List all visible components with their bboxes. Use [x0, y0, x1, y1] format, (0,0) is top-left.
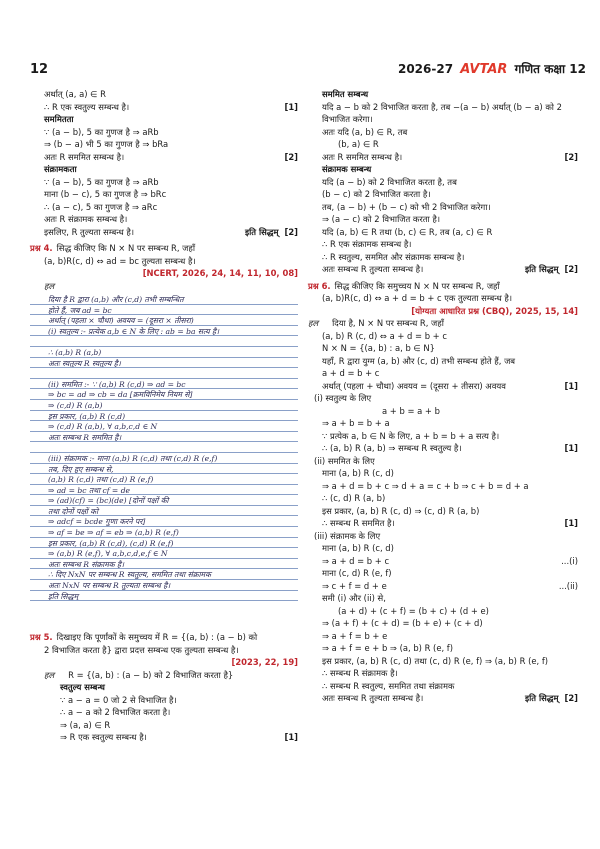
handwritten-line: ⇒ adcf = bcde गुणा करने पर]	[30, 516, 298, 527]
text-line: (b, a) ∈ R	[338, 139, 379, 149]
handwritten-solution	[30, 294, 298, 627]
handwritten-line	[30, 442, 298, 453]
text-line: ∴ R एक संक्रामक सम्बन्ध है।	[322, 239, 412, 249]
text-line: ⇒ a + b = b + a	[322, 418, 390, 428]
text-line: हल R = {(a, b) : (a − b) को 2 विभाजित करता है}	[44, 669, 234, 680]
text-line: N × N = {(a, b) : a, b ∈ N}	[322, 343, 435, 353]
handwritten-line: (ii) सममित :- ∵ (a,b) R (c,d) ⇒ ad = bc	[30, 379, 298, 390]
text-line: अर्थात् (पहला + चौथा) अवयव = (दूसरा + तीसरा) अवयव [1]	[322, 380, 578, 391]
question-reference: [योग्यता आधारित प्रश्न (CBQ), 2025, 15, 14]	[411, 305, 578, 316]
question-condition: (a, b)R(c, d) ⇔ a + d = b + c एक तुल्यता सम्बन्ध है।	[322, 293, 513, 303]
handwritten-line: इति सिद्धम्	[30, 591, 298, 602]
text-line: माना (c, d) R (e, f)	[322, 568, 392, 578]
header-year: 2026-27	[397, 62, 454, 76]
text-line: माना (a, b) R (c, d)	[322, 543, 394, 553]
handwritten-line: ⇒ (ad)(cf) = (bc)(de) [दोनों पक्षों की	[30, 495, 298, 506]
handwritten-line: इस प्रकार, (a,b) R (c,d), (c,d) R (e,f)	[30, 538, 298, 549]
text-line: (a + d) + (c + f) = (b + c) + (d + e)	[338, 605, 489, 616]
text-line: ∵ प्रत्येक a, b ∈ N के लिए, a + b = b + a सत्य है।	[322, 430, 500, 441]
text-line: ∴ सम्बन्ध R सममित है। [1]	[322, 518, 578, 528]
handwritten-line: (iii) संक्रामक :- माना (a,b) R (c,d) तथा (c,d) R (e,f)	[30, 453, 298, 464]
marks: [2]	[284, 151, 298, 162]
handwritten-line: अतः सम्बन्ध R सममित है।	[30, 432, 298, 443]
text-line: विभाजित करेगा।	[322, 114, 373, 124]
text-line: ∴ सम्बन्ध R संक्रामक है।	[322, 668, 398, 678]
handwritten-line: इस प्रकार, (a,b) R (c,d)	[30, 411, 298, 422]
text-line: ∴ (a − c), 5 का गुणज है ⇒ aRc	[44, 201, 158, 212]
text-line: ∴ सम्बन्ध R स्वतुल्य, सममित तथा संक्रामक	[322, 680, 455, 691]
text-line: ∴ R एक स्वतुल्य सम्बन्ध है। [1]	[44, 101, 298, 112]
text-line: ⇒ (a, a) ∈ R	[60, 719, 111, 730]
left-column	[30, 88, 298, 744]
text-line: ∴ R स्वतुल्य, सममित और संक्रामक सम्बन्ध है।	[322, 251, 465, 262]
marks: [2]	[564, 151, 578, 162]
handwritten-line: अतः NxN पर सम्बन्ध R तुल्यता सम्बन्ध है।	[30, 580, 298, 591]
text-line: हल दिया है, N × N पर सम्बन्ध R, जहाँ	[308, 318, 444, 328]
subheading: सममितता	[44, 114, 74, 124]
text-line: यहाँ, R द्वारा युग्म (a, b) और (c, d) तभी सम्बन्ध होते हैं, जब	[322, 355, 516, 366]
right-column	[308, 88, 578, 705]
brand-logo: AVTAR	[460, 62, 508, 77]
handwritten-line: (a,b) R (c,d) तथा (c,d) R (e,f)	[30, 474, 298, 485]
text-line: ⇒ (b − a) भी 5 का गुणज है ⇒ bRa	[44, 139, 169, 149]
text-line: 2 विभाजित करता है} द्वारा प्रदत्त सम्बन्ध एक तुल्यता सम्बन्ध है।	[44, 644, 239, 655]
question-4: प्रश्न 4. सिद्ध कीजिए कि N × N पर सम्बन्ध R, जहाँ	[30, 243, 196, 253]
marks: [1]	[564, 518, 578, 528]
subheading: संक्रामक सम्बन्ध	[322, 164, 372, 174]
running-header	[398, 60, 586, 77]
text-line: ∵ a − a = 0 जो 2 से विभाजित है।	[60, 694, 177, 705]
handwritten-line: ⇒ ad = bc तथा cf = de	[30, 485, 298, 496]
handwritten-line: अतः स्वतुल्य R स्वतुल्य है।	[30, 358, 298, 369]
handwritten-line: ⇒ (c,d) R (a,b)	[30, 400, 298, 411]
subheading: सममित सम्बन्ध	[322, 89, 369, 99]
subheading: (ii) सममित के लिए	[314, 455, 375, 466]
text-line: ∴ a − a को 2 विभाजित करता है।	[60, 707, 171, 717]
handwritten-line: होते हैं, जब ad = bc	[30, 305, 298, 316]
text-line: यदि a − b को 2 विभाजित करता है, तब −(a − b) अर्थात् (b − a) को 2	[322, 101, 562, 112]
handwritten-line: ⇒ af = be ⇒ af = eb ⇒ (a,b) R (e,f)	[30, 527, 298, 538]
question-condition: (a, b)R(c, d) ⇔ ad = bc तुल्यता सम्बन्ध है।	[44, 255, 196, 266]
subheading: (i) स्वतुल्य के लिए	[314, 393, 372, 403]
handwritten-line: अतः सम्बन्ध R संक्रामक है।	[30, 559, 298, 570]
subheading: स्वतुल्य सम्बन्ध	[60, 682, 105, 692]
text-line: a + b = a + b	[382, 405, 440, 416]
text-line: ∴ (a, b) R (a, b) ⇒ सम्बन्ध R स्वतुल्य है। [1]	[322, 443, 578, 453]
handwritten-line: दिया है R द्वारा (a,b) और (c,d) तभी सम्बन्धित	[30, 294, 298, 305]
text-line: ⇒ c + f = d + e ...(ii)	[322, 580, 578, 591]
question-6: प्रश्न 6. सिद्ध कीजिए कि समुच्चय N × N पर सम्बन्ध R, जहाँ	[308, 280, 500, 291]
marks: [1]	[564, 443, 578, 453]
text-line: तब, (a − b) + (b − c) को भी 2 विभाजित करेगा।	[322, 201, 491, 212]
text-line: अतः सम्बन्ध R तुल्यता सम्बन्ध है। इति सिद्धम् [2]	[322, 264, 578, 274]
question-reference: [2023, 22, 19]	[231, 657, 298, 667]
text-line: इसलिए, R तुल्यता सम्बन्ध है। इति सिद्धम् [2]	[44, 226, 298, 237]
question-5: प्रश्न 5. दिखाइए कि पूर्णांकों के समुच्चय में R = {(a, b) : (a − b) को	[30, 632, 258, 642]
text-line: ⇒ a + d = b + c ...(i)	[322, 555, 578, 566]
header-subject: गणित	[514, 62, 540, 76]
subheading: संक्रामकता	[44, 164, 77, 174]
text-line: अतः सम्बन्ध R तुल्यता सम्बन्ध है। इति सिद्धम् [2]	[322, 693, 578, 703]
solution-label: हल	[44, 280, 55, 291]
text-line: माना (a, b) R (c, d)	[322, 468, 394, 478]
text-line: अर्थात् (a, a) ∈ R	[44, 89, 106, 99]
text-line: इस प्रकार, (a, b) R (c, d) ⇒ (c, d) R (a, b)	[322, 505, 480, 516]
text-line: अतः R संक्रामक सम्बन्ध है।	[44, 214, 128, 224]
handwritten-line: ⇒ bc = ad ⇒ cb = da [क्रमविनिमेय नियम से]	[30, 389, 298, 400]
text-line: (a, b) R (c, d) ⇔ a + d = b + c	[322, 330, 447, 341]
marks: [1]	[564, 380, 578, 391]
text-line: a + d = b + c	[322, 368, 380, 378]
text-line: ⇒ (a + f) + (c + d) = (b + e) + (c + d)	[322, 618, 483, 628]
text-line: ⇒ a + f = b + e	[322, 630, 388, 641]
text-line: ∵ (a − b), 5 का गुणज है ⇒ aRb	[44, 126, 159, 137]
text-line: अतः R सममित सम्बन्ध है। [2]	[44, 151, 298, 162]
text-line: ⇒ a + d = b + c ⇒ d + a = c + b ⇒ c + b = d + a	[322, 480, 529, 491]
text-line: ⇒ a + f = e + b ⇒ (a, b) R (e, f)	[322, 643, 454, 653]
text-line: यदि (a − b) को 2 विभाजित करता है, तब	[322, 176, 457, 187]
subheading: (iii) संक्रामक के लिए	[314, 530, 381, 541]
handwritten-line: ∴ दिए NxN पर सम्बन्ध R स्वतुल्य, सममित तथा संक्रामक	[30, 569, 298, 580]
text-line: इस प्रकार, (a, b) R (c, d) तथा (c, d) R (e, f) ⇒ (a, b) R (e, f)	[322, 655, 549, 666]
text-line: माना (b − c), 5 का गुणज है ⇒ bRc	[44, 189, 167, 199]
handwritten-line: तब, दिए हुए सम्बन्ध से,	[30, 464, 298, 475]
handwritten-line: अर्थात् (पहला × चौथा) अवयव = (दूसरा × तीसरा)	[30, 315, 298, 326]
handwritten-line: ∴ (a,b) R (a,b)	[30, 347, 298, 358]
text-line: ⇒ (a − c) को 2 विभाजित करता है।	[322, 214, 440, 224]
marks: [1]	[284, 101, 298, 112]
text-line: अतः R सममित सम्बन्ध है। [2]	[322, 151, 578, 162]
handwritten-line	[30, 368, 298, 379]
text-line: अतः यदि (a, b) ∈ R, तब	[322, 126, 408, 137]
marks: [1]	[284, 732, 298, 742]
text-line: समी (i) और (ii) से,	[322, 593, 386, 603]
text-line: ∵ (a − b), 5 का गुणज है ⇒ aRb	[44, 176, 159, 187]
handwritten-line: (i) स्वतुल्य :- प्रत्येक a,b ∈ N के लिए : ab = ba सत्य है।	[30, 326, 298, 337]
handwritten-line: ⇒ (c,d) R (a,b), ∀ a,b,c,d ∈ N	[30, 421, 298, 432]
page-number: 12	[30, 62, 49, 77]
question-reference: [NCERT, 2026, 24, 14, 11, 10, 08]	[142, 268, 298, 278]
text-line: ∴ (c, d) R (a, b)	[322, 493, 386, 503]
text-line: ⇒ R एक स्वतुल्य सम्बन्ध है। [1]	[60, 732, 298, 742]
handwritten-line	[30, 336, 298, 347]
header-class: कक्षा 12	[544, 62, 586, 76]
handwritten-line: तथा दोनों पक्षों को	[30, 506, 298, 517]
text-line: यदि (a, b) ∈ R तथा (b, c) ∈ R, तब (a, c) ∈ R	[322, 226, 493, 237]
handwritten-line: ⇒ (a,b) R (e,f), ∀ a,b,c,d,e,f ∈ N	[30, 548, 298, 559]
text-line: (b − c) को 2 विभाजित करता है।	[322, 189, 431, 199]
